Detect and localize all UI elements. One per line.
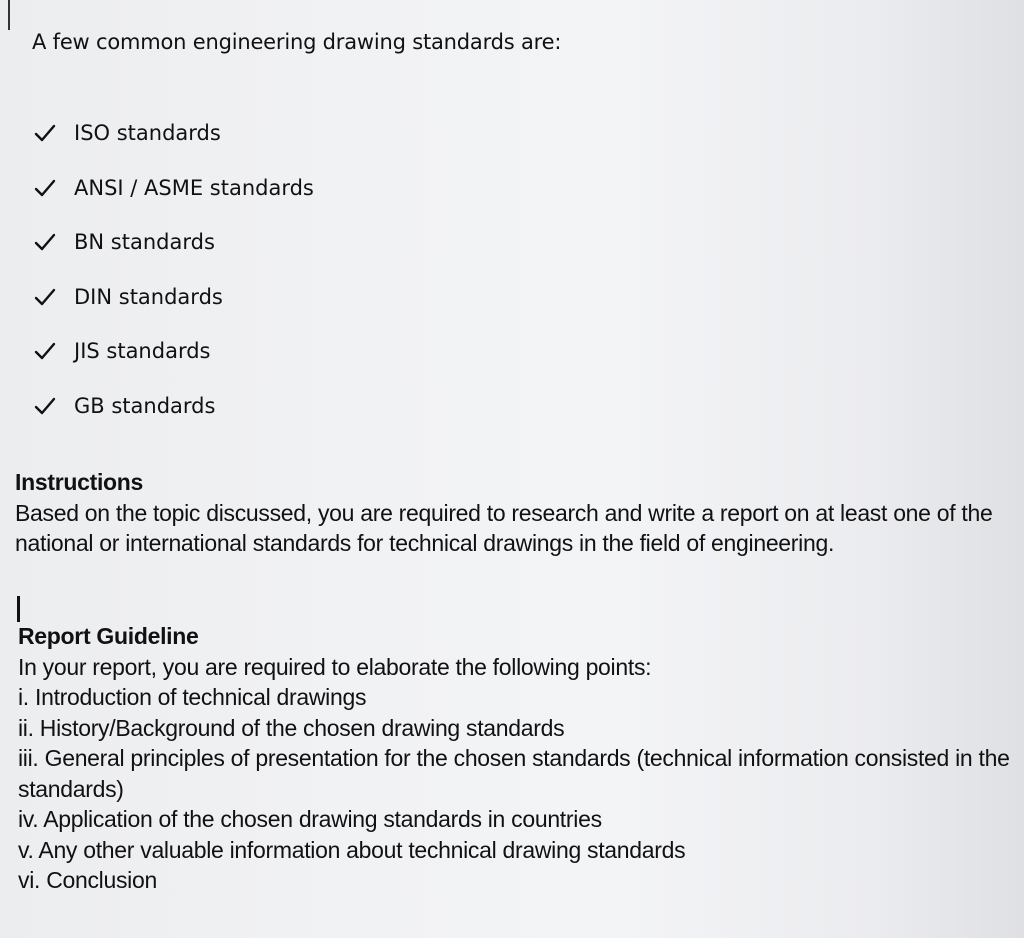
- report-guideline-section: [18, 621, 1018, 896]
- check-icon: [34, 123, 56, 143]
- check-icon: [34, 287, 56, 307]
- standard-label: ISO standards: [74, 121, 221, 146]
- standard-label: ANSI / ASME standards: [74, 175, 314, 200]
- text-cursor: [17, 596, 20, 622]
- list-item: iv. Application of the chosen drawing standards in countries: [18, 806, 602, 832]
- list-item: v. Any other valuable information about technical drawing standards: [18, 836, 686, 863]
- list-item: i. Introduction of technical drawings: [18, 684, 367, 710]
- check-icon: [34, 396, 56, 416]
- check-icon: [34, 178, 56, 198]
- standard-label: JIS standards: [74, 339, 211, 364]
- list-item: [34, 324, 314, 379]
- list-item: ii. History/Background of the chosen drawing standards: [18, 714, 565, 741]
- guideline-list: [18, 682, 1018, 896]
- check-icon: [34, 341, 56, 361]
- report-lead: In your report, you are required to elaborate the following points:: [18, 653, 652, 680]
- list-item: [34, 379, 314, 434]
- list-item: [34, 106, 314, 161]
- check-icon: [34, 232, 56, 252]
- window-corner-mark: [0, 0, 10, 30]
- instructions-section: [15, 467, 1015, 559]
- standards-list: [34, 106, 314, 433]
- list-item: iii. General principles of presentation for the chosen standards (technical information consisted in the standards): [18, 745, 1010, 802]
- list-item: [34, 215, 314, 270]
- standard-label: GB standards: [74, 393, 216, 418]
- instructions-heading: Instructions: [15, 469, 144, 495]
- report-heading: Report Guideline: [18, 623, 199, 649]
- standard-label: DIN standards: [74, 284, 223, 309]
- list-item: [34, 161, 314, 216]
- standard-label: BN standards: [74, 230, 215, 255]
- list-item: [34, 270, 314, 325]
- intro-text: A few common engineering drawing standards are:: [32, 30, 562, 54]
- instructions-body: Based on the topic discussed, you are required to research and write a report on at least one of the national or international standards for technical drawings in the field of engineering.: [15, 499, 993, 556]
- list-item: vi. Conclusion: [18, 867, 157, 893]
